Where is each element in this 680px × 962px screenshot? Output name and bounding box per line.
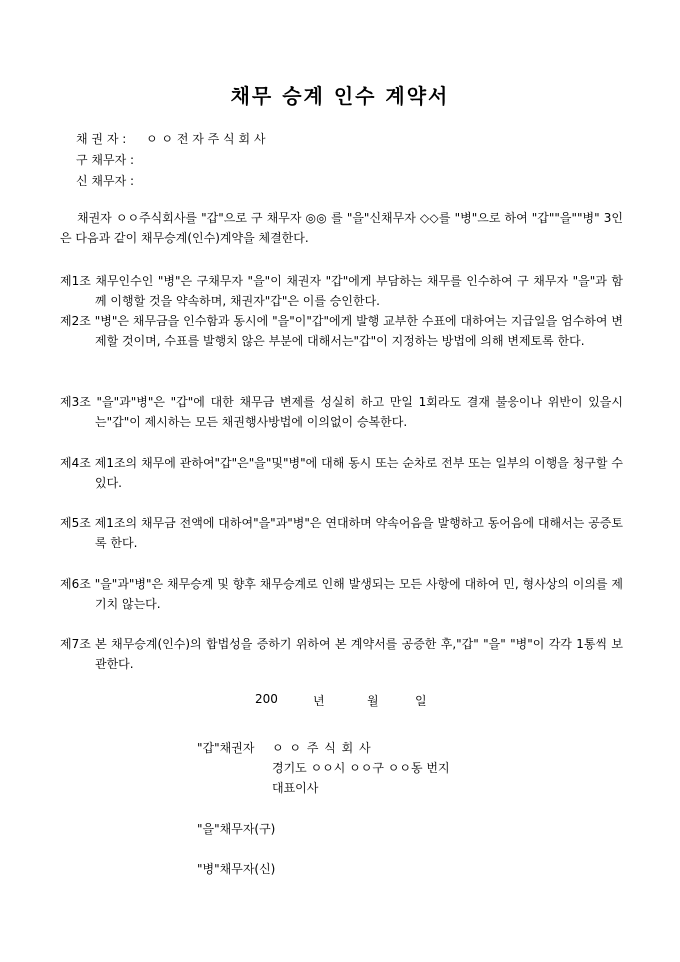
article-6: 제6조 "을"과"병"은 채무승계 및 향후 채무승계로 인해 발생되는 모든 사항에 대하여 민, 형사상의 이의를 제기치 않는다. <box>60 577 623 611</box>
signature-eul-label: "을"채무자(구) <box>197 822 276 836</box>
article-7: 제7조 본 채무승계(인수)의 합법성을 증하기 위하여 본 계약서를 공증한 후,"갑" "을" "병"이 각각 1통씩 보관한다. <box>60 637 623 671</box>
party-label: 채 권 자 : <box>76 132 127 146</box>
signature-gap-address: 경기도 ㅇㅇ시 ㅇㅇ구 ㅇㅇ동 번지 <box>272 761 450 775</box>
parties-block <box>76 129 576 192</box>
party-value: ㅇ ㅇ 전 자 주 식 회 사 <box>146 132 266 146</box>
signature-byeong-label: "병"채무자(신) <box>197 862 276 876</box>
party-old-debtor <box>76 150 576 171</box>
article-5: 제5조 제1조의 채무금 전액에 대하여"을"과"병"은 연대하며 약속어음을 발행하고 동어음에 대해서는 공증토록 한다. <box>60 516 623 550</box>
intro-paragraph: 채권자 ㅇㅇ주식회사를 "갑"으로 구 채무자 ◎◎ 를 "을"신채무자 ◇◇를 "병"으로 하여 "갑""을""병" 3인은 다음과 같이 채무승계(인수)계약을 체결한다. <box>60 211 623 245</box>
signature-gap-company: ㅇ ㅇ 주 식 회 사 <box>272 741 372 755</box>
date-year: 200 <box>255 692 278 706</box>
signature-gap-label: "갑"채권자 <box>197 741 255 755</box>
signature-gap-representative: 대표이사 <box>272 781 319 795</box>
party-label: 신 채무자 : <box>76 174 135 188</box>
document-title: 채무 승계 인수 계약서 <box>230 84 450 108</box>
article-2: 제2조 "병"은 채무금을 인수함과 동시에 "을"이"갑"에게 발행 교부한 수표에 대하여는 지급일을 엄수하여 변제할 것이며, 수표를 발행치 않은 부분에 대해서는"갑"이 지정하는 방법에 의해 변제토록 한다. <box>60 314 623 348</box>
party-new-debtor <box>76 171 576 192</box>
date-month-unit: 월 <box>367 694 379 708</box>
party-creditor <box>76 129 576 150</box>
article-3: 제3조 "을"과"병"은 "갑"에 대한 채무금 변제를 성실히 하고 만일 1회라도 결재 불응이나 위반이 있을시는"갑"이 제시하는 모든 채권행사방법에 이의없이 승복한다. <box>60 395 623 429</box>
party-label: 구 채무자 : <box>76 153 135 167</box>
article-1: 제1조 채무인수인 "병"은 구채무자 "을"이 채권자 "갑"에게 부담하는 채무를 인수하여 구 채무자 "을"과 함께 이행할 것을 약속하며, 채권자"갑"은 이를 승인한다. <box>60 274 623 308</box>
article-4: 제4조 제1조의 채무에 관하여"갑"은"을"및"병"에 대해 동시 또는 순차로 전부 또는 일부의 이행을 청구할 수 있다. <box>60 456 623 490</box>
date-year-unit: 년 <box>313 694 325 708</box>
date-day-unit: 일 <box>415 694 427 708</box>
